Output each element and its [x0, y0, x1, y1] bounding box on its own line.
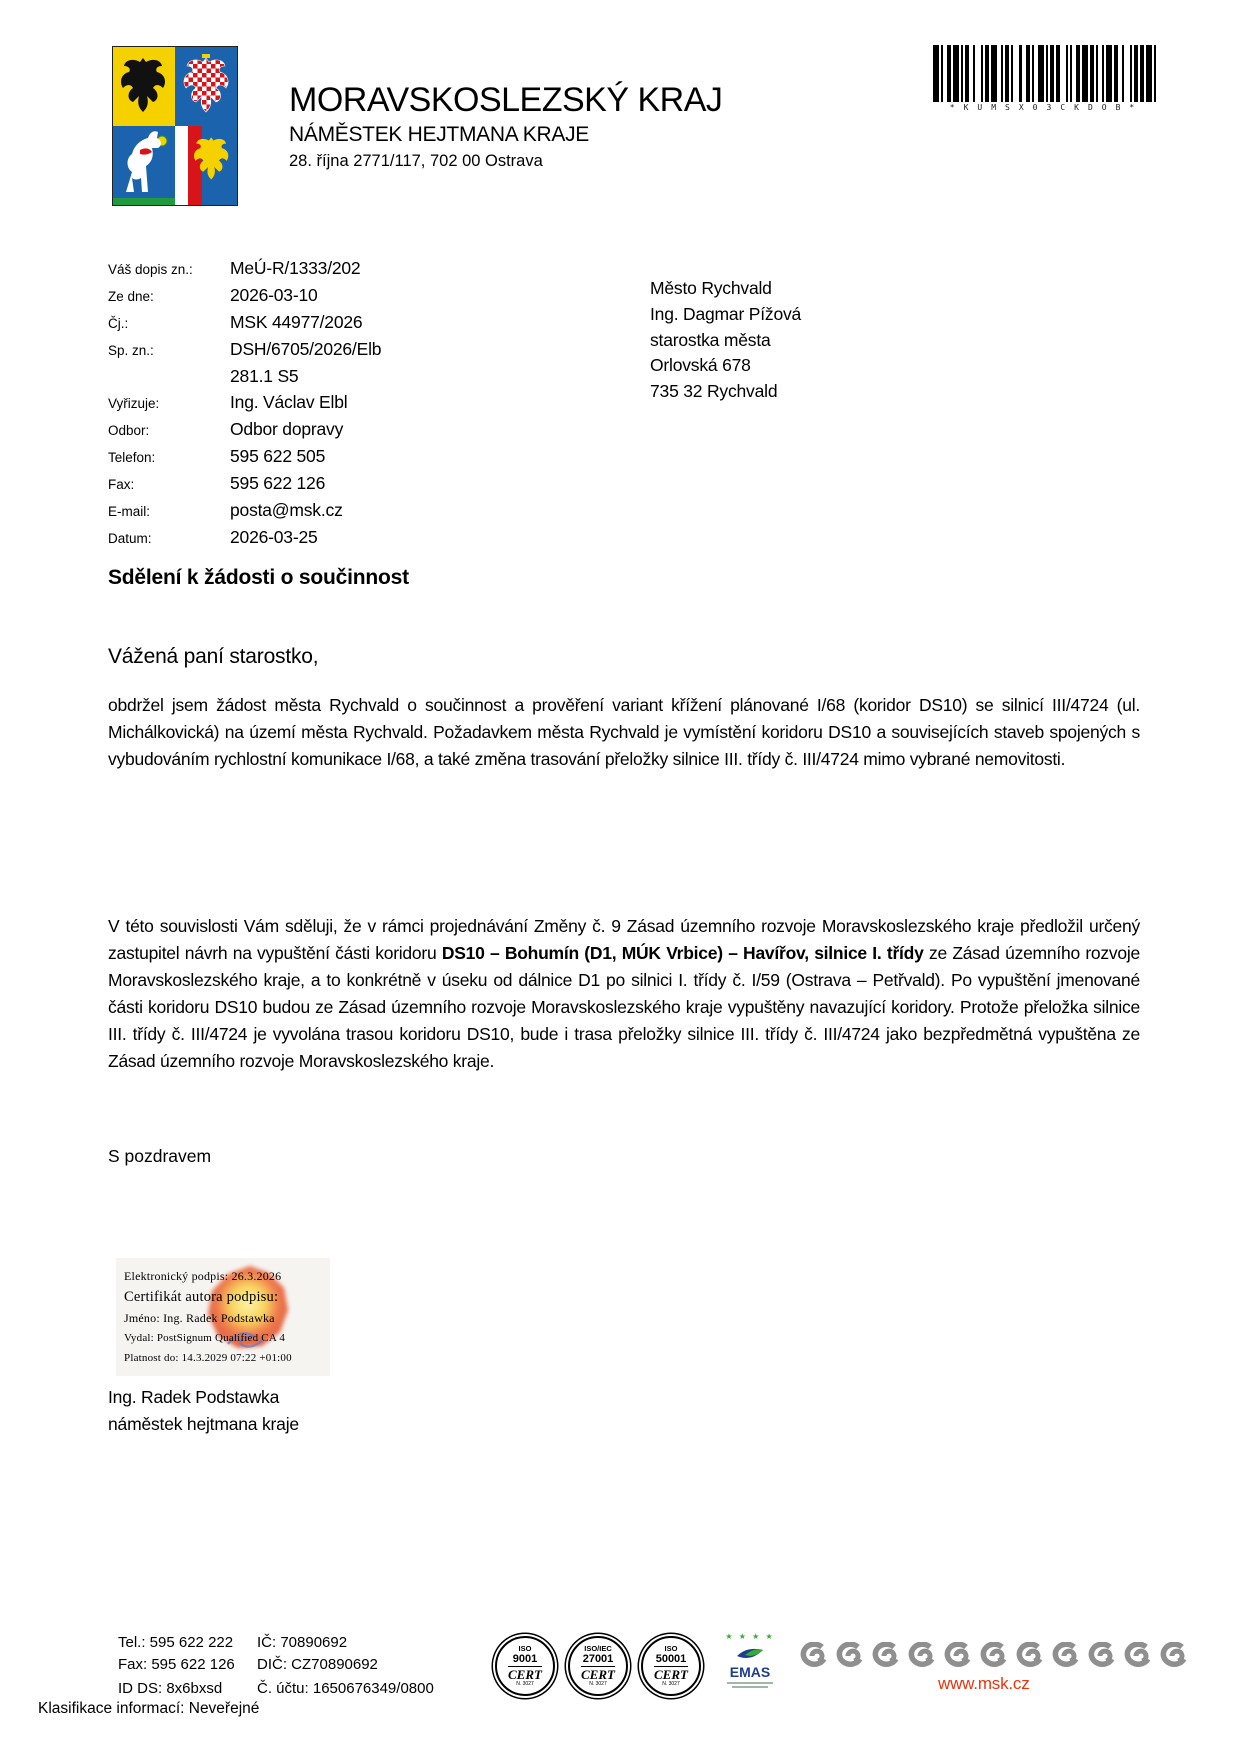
- meta-label: Telefon:: [108, 450, 156, 466]
- emas-microtext: [732, 1686, 768, 1689]
- paragraph2-text: ze Zásad územního rozvoje Moravskoslezského kraje, a to konkrétně v úseku od dálnice D1 po silnici I. třídy č. I/59 (Ostrava – Petřvald). Po vypuštění jmenované části koridoru DS10 budou ze Zásad územního rozvoje Moravskoslezského kraje vypuštěny navazující koridory. Protože přeložka silnice III. třídy č. III/4724 je vyvolána trasou koridoru DS10, bude i trasa přeložky silnice III. třídy č. III/4724 jako bezpředmětná vypuštěna ze Zásad územního rozvoje Moravskoslezského kraje.: [108, 943, 1140, 1071]
- spiral-icon: [942, 1642, 974, 1670]
- meta-row: [108, 446, 381, 473]
- signer-name: Ing. Radek Podstawka: [108, 1387, 280, 1407]
- badge-brand: CERT: [581, 1666, 615, 1682]
- meta-row: [108, 366, 381, 393]
- badge-standard: ISO/IEC: [584, 1643, 612, 1653]
- meta-label: E-mail:: [108, 504, 151, 520]
- stamp-line: Jméno: Ing. Radek Podstawka: [124, 1311, 275, 1325]
- badge-number: 9001: [512, 1652, 538, 1665]
- footer-contact: [118, 1632, 434, 1700]
- meta-row: [108, 392, 381, 419]
- barcode: [933, 45, 1160, 112]
- spiral-icon: [1158, 1642, 1190, 1670]
- electronic-signature-stamp: [116, 1258, 330, 1376]
- org-unit: NÁMĚSTEK HEJTMANA KRAJE: [289, 123, 589, 146]
- barcode-bars: [933, 45, 1160, 102]
- meta-row: [108, 258, 381, 285]
- spiral-row: [798, 1642, 1190, 1670]
- coat-of-arms: [112, 46, 238, 206]
- emas-logo-icon: [714, 1632, 786, 1688]
- org-name: MORAVSKOSLEZSKÝ KRAJ: [289, 81, 723, 119]
- paragraph2-corridor-bold: DS10 – Bohumín (D1, MÚK Vrbice) – Havířov, silnice I. třídy: [441, 943, 924, 963]
- badge-standard: ISO: [518, 1643, 532, 1653]
- stamp-text: [116, 1258, 330, 1368]
- meta-label: Váš dopis zn.:: [108, 262, 193, 277]
- meta-label: Čj.:: [108, 315, 129, 331]
- salutation: Vážená paní starostko,: [108, 645, 319, 668]
- spiral-icon: [798, 1642, 830, 1670]
- meta-row: [108, 419, 381, 446]
- stamp-line: Vydal: PostSignum Qualified CA 4: [124, 1332, 286, 1344]
- footer-row: [118, 1632, 434, 1654]
- badge-brand: CERT: [654, 1666, 688, 1682]
- spiral-icon: [1014, 1642, 1046, 1670]
- meta-row: [108, 312, 381, 339]
- closing-phrase: S pozdravem: [108, 1146, 212, 1166]
- certification-badges: [495, 1632, 786, 1696]
- meta-value: DSH/6705/2026/Elb: [230, 338, 382, 359]
- barcode-text: *KUMSX03CKDOB*: [949, 103, 1144, 112]
- classification-note: Klasifikace informací: Neveřejné: [38, 1700, 260, 1717]
- iso-27001-badge-icon: [568, 1636, 628, 1696]
- body-paragraph-2: [108, 913, 1140, 1075]
- footer-tel: Tel.: 595 622 222: [118, 1634, 234, 1651]
- body-paragraph-1: obdržel jsem žádost města Rychvald o součinnost a prověření variant křížení plánované I/68 (koridor DS10) se silnicí III/4724 (ul. Michálkovická) na území města Rychvald. Požadavkem města Rychvald je vymístění koridoru DS10 a souvisejících staveb spojených s vybudováním rychlostní komunikace I/68, a také změna trasování přeložky silnice III. třídy č. III/4724 mimo vybrané nemovitosti.: [108, 695, 1140, 769]
- meta-value: 595 622 505: [230, 446, 326, 467]
- meta-label: Vyřizuje:: [108, 396, 160, 412]
- website-url: www.msk.cz: [938, 1674, 1030, 1693]
- badge-brand: CERT: [508, 1666, 542, 1682]
- footer-ic: IČ: 70890692: [257, 1634, 348, 1651]
- meta-label: Odbor:: [108, 423, 150, 439]
- footer-row: [118, 1678, 434, 1700]
- spiral-icon: [1050, 1642, 1082, 1670]
- meta-label: Fax:: [108, 477, 135, 493]
- subject-heading: Sdělení k žádosti o součinnost: [108, 566, 409, 589]
- meta-value: MSK 44977/2026: [230, 311, 363, 332]
- spiral-icon: [1086, 1642, 1118, 1670]
- meta-value: 2026-03-10: [230, 284, 318, 305]
- emas-label: EMAS: [729, 1664, 771, 1680]
- barcode-bar: [1156, 45, 1160, 102]
- badge-number: 27001: [582, 1652, 614, 1665]
- badge-number: 50001: [655, 1652, 687, 1665]
- meta-value: Ing. Václav Elbl: [230, 392, 348, 413]
- badge-cert-no: N. 3027: [516, 1680, 534, 1687]
- emas-stars: ★ ★ ★ ★: [725, 1632, 775, 1641]
- footer-account: Č. účtu: 1650676349/0800: [257, 1680, 434, 1697]
- stamp-line: Elektronický podpis: 26.3.2026: [124, 1269, 282, 1283]
- spiral-icon: [870, 1642, 902, 1670]
- meta-value: 595 622 126: [230, 473, 326, 494]
- recipient-line: Orlovská 678: [650, 355, 751, 376]
- meta-value: Odbor dopravy: [230, 419, 344, 440]
- stamp-line: Platnost do: 14.3.2029 07:22 +01:00: [124, 1352, 292, 1364]
- iso-50001-badge-icon: [641, 1636, 701, 1696]
- stamp-line: Certifikát autora podpisu:: [124, 1289, 279, 1305]
- meta-value: MeÚ-R/1333/202: [230, 258, 361, 278]
- meta-label: Sp. zn.:: [108, 342, 154, 358]
- meta-value: 2026-03-25: [230, 526, 318, 547]
- meta-row: [108, 500, 381, 527]
- iso-9001-badge-icon: [495, 1636, 555, 1696]
- footer-idds: ID DS: 8x6bxsd: [118, 1680, 223, 1697]
- recipient-line: Ing. Dagmar Pížová: [650, 303, 802, 324]
- footer-dic: DIČ: CZ70890692: [257, 1655, 378, 1673]
- meta-row: [108, 285, 381, 312]
- recipient-address: [650, 276, 801, 405]
- footer-fax: Fax: 595 622 126: [118, 1655, 235, 1673]
- signer-title: náměstek hejtmana kraje: [108, 1413, 299, 1434]
- reference-block: [108, 258, 381, 554]
- meta-label: Datum:: [108, 530, 152, 546]
- meta-label: Ze dne:: [108, 288, 154, 304]
- meta-row: [108, 527, 381, 554]
- signer-block: [108, 1384, 299, 1437]
- badge-cert-no: N. 3027: [662, 1680, 680, 1687]
- meta-row: [108, 473, 381, 500]
- org-address: 28. října 2771/117, 702 00 Ostrava: [289, 152, 543, 170]
- meta-row: [108, 339, 381, 366]
- badge-standard: ISO: [664, 1643, 678, 1653]
- meta-value-email: posta@msk.cz: [230, 500, 343, 521]
- paragraph2-text: V této souvislosti Vám sděluji, že v rámci projednávání Změny č. 9 Zásad územního rozvoje Moravskoslezského kraje předložil určený zastupitel návrh na vypuštění části koridoru: [108, 916, 1140, 963]
- recipient-line: Město Rychvald: [650, 278, 772, 298]
- emas-leaf-icon: [735, 1642, 765, 1664]
- spiral-icon: [1122, 1642, 1154, 1670]
- letterhead: [289, 80, 722, 173]
- spiral-icon: [834, 1642, 866, 1670]
- footer-row: [118, 1654, 434, 1676]
- badge-cert-no: N. 3027: [589, 1680, 607, 1687]
- recipient-line: 735 32 Rychvald: [650, 381, 778, 402]
- recipient-line: starostka města: [650, 329, 771, 350]
- spiral-icon: [906, 1642, 938, 1670]
- emas-microtext: [727, 1682, 773, 1685]
- spiral-icon: [978, 1642, 1010, 1670]
- meta-value: 281.1 S5: [230, 365, 299, 386]
